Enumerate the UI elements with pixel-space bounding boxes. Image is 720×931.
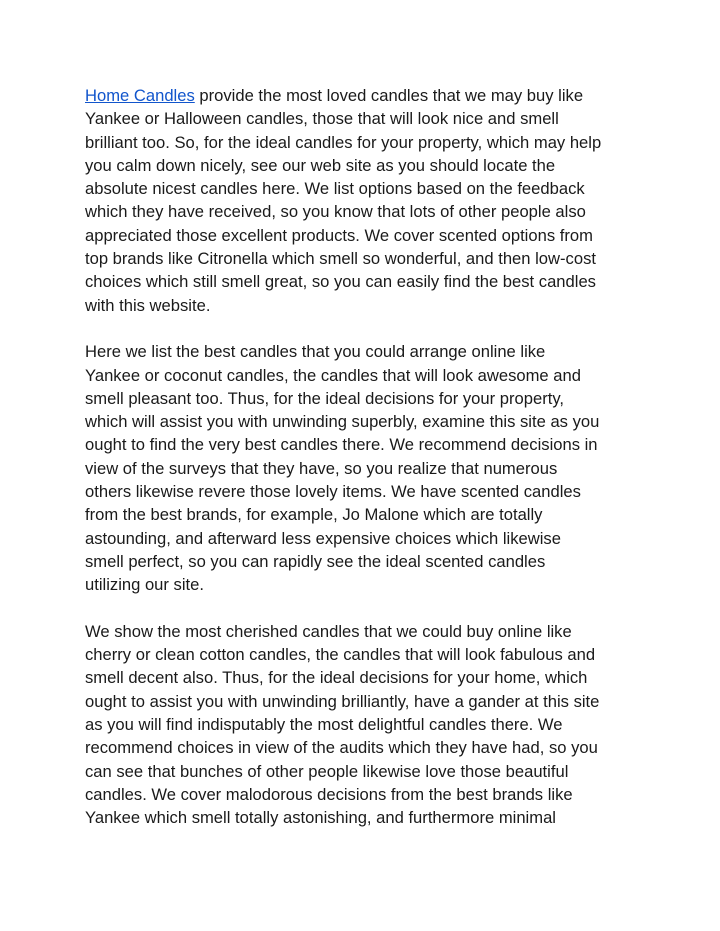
paragraph-line: smell pleasant too. Thus, for the ideal decisions for your property, <box>85 388 565 408</box>
paragraph-line: ought to assist you with unwinding brilliantly, have a gander at this site <box>85 691 600 711</box>
paragraph-2 <box>85 340 637 596</box>
paragraph-line: smell decent also. Thus, for the ideal decisions for your home, which <box>85 668 588 688</box>
paragraph-line: choices which still smell great, so you can easily find the best candles <box>85 272 596 292</box>
paragraph-line: utilizing our site. <box>85 575 204 595</box>
paragraph-line: Here we list the best candles that you could arrange online like <box>85 342 546 362</box>
paragraph-line: view of the surveys that they have, so you realize that numerous <box>85 458 558 478</box>
paragraph-line: as you will find indisputably the most delightful candles there. We <box>85 715 563 735</box>
paragraph-line: candles. We cover malodorous decisions from the best brands like <box>85 784 573 804</box>
paragraph-line: cherry or clean cotton candles, the candles that will look fabulous and <box>85 645 596 665</box>
paragraph-line: We show the most cherished candles that we could buy online like <box>85 621 572 641</box>
paragraph-line: astounding, and afterward less expensive choices which likewise <box>85 528 561 548</box>
paragraph-line: top brands like Citronella which smell so wonderful, and then low-cost <box>85 249 596 269</box>
paragraph-line: recommend choices in view of the audits which they have had, so you <box>85 738 598 758</box>
paragraph-line: you calm down nicely, see our web site as you should locate the <box>85 155 556 175</box>
home-candles-link[interactable]: Home Candles <box>85 86 195 105</box>
paragraph-line: which they have received, so you know that lots of other people also <box>85 202 586 222</box>
paragraph-line: Yankee which smell totally astonishing, and furthermore minimal <box>85 808 556 828</box>
paragraph-line: ought to find the very best candles there. We recommend decisions in <box>85 435 598 455</box>
paragraph-line: Yankee or coconut candles, the candles that will look awesome and <box>85 365 581 385</box>
paragraph-1 <box>85 84 637 317</box>
paragraph-line: can see that bunches of other people likewise love those beautiful <box>85 761 569 781</box>
paragraph-line: appreciated those excellent products. We cover scented options from <box>85 225 593 245</box>
paragraph-line: with this website. <box>85 295 211 315</box>
paragraph-line: from the best brands, for example, Jo Malone which are totally <box>85 505 543 525</box>
paragraph-line: others likewise revere those lovely items. We have scented candles <box>85 482 581 502</box>
paragraph-line: smell perfect, so you can rapidly see the ideal scented candles <box>85 551 546 571</box>
paragraph-line: brilliant too. So, for the ideal candles for your property, which may help <box>85 132 602 152</box>
document-body <box>85 84 637 853</box>
paragraph-line: which will assist you with unwinding superbly, examine this site as you <box>85 412 600 432</box>
paragraph-line-text: provide the most loved candles that we may buy like <box>194 86 584 105</box>
paragraph-3 <box>85 620 637 830</box>
paragraph-line <box>85 84 637 107</box>
paragraph-line: Yankee or Halloween candles, those that will look nice and smell <box>85 109 559 129</box>
paragraph-line: absolute nicest candles here. We list options based on the feedback <box>85 179 585 199</box>
